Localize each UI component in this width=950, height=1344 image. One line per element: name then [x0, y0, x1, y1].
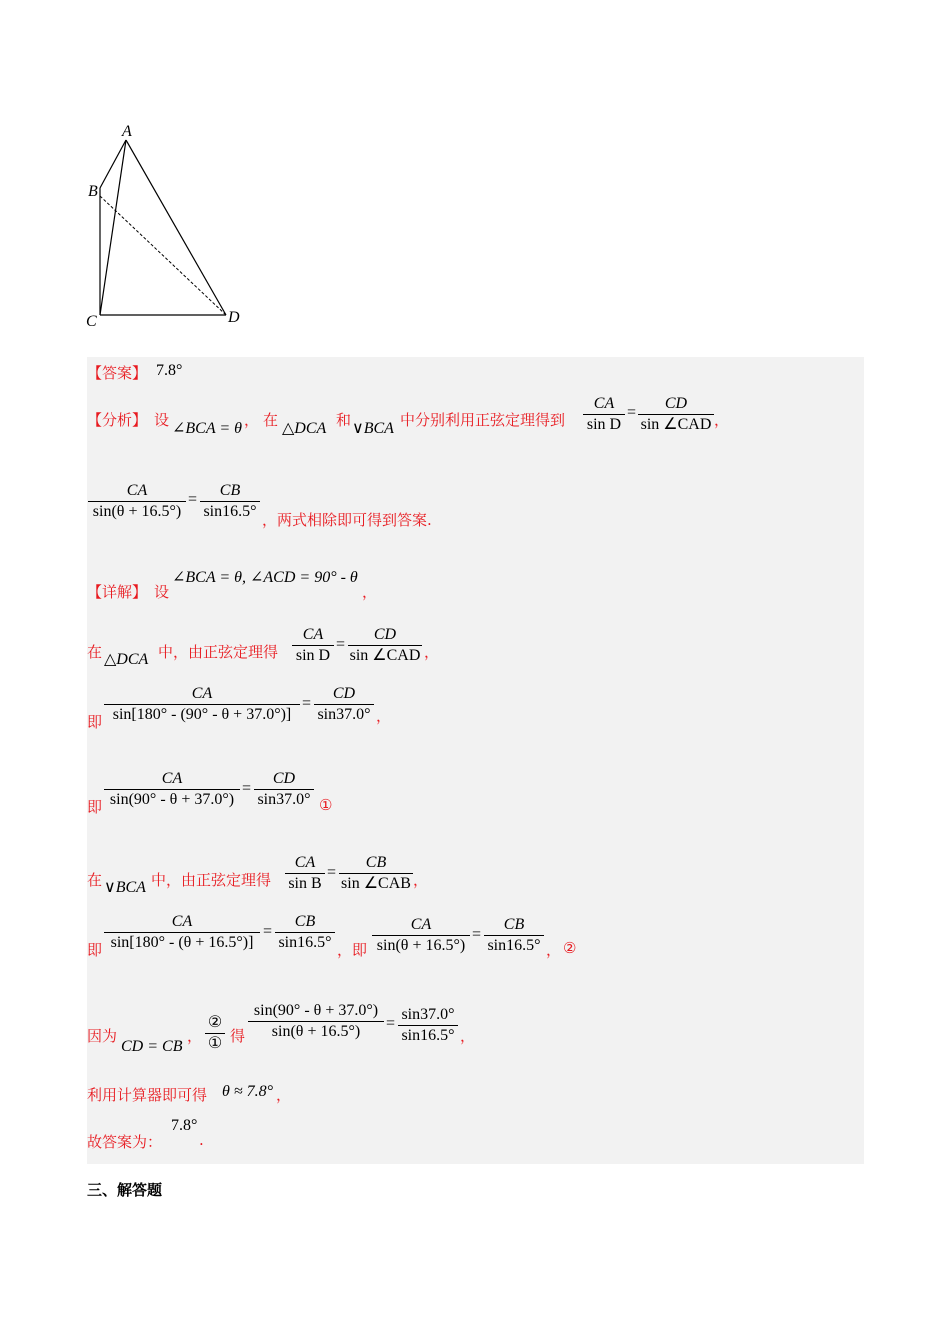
equals-sign: = [263, 923, 273, 940]
line5-suffix: ， [546, 941, 562, 959]
equals-sign: = [472, 926, 482, 943]
line1-text: 中，由正弦定理得 [158, 643, 279, 661]
label-D: D [228, 309, 240, 326]
line5-mid: ，即 [337, 941, 368, 959]
line5-frac-ca-sintheta: CA sin(θ + 16.5°) [372, 915, 470, 956]
line2-frac-ca-sin180: CA sin[180° - (90° - θ + 37.0°)] [104, 684, 300, 725]
line4-frac-ca-sinb: CA sin B [285, 853, 325, 894]
line6-frac-sin37-sin165: sin37.0° sin16.5° [398, 1005, 458, 1046]
answer-box [87, 357, 864, 1164]
line4-triangle: ∨BCA [104, 879, 146, 896]
answer-tag: 【答案】 [87, 364, 148, 382]
line1-suffix: ， [424, 643, 440, 661]
line7-suffix: ， [276, 1086, 292, 1104]
line5-prefix: 即 [87, 941, 103, 959]
label-C: C [86, 313, 97, 330]
line8-value: 7.8° [171, 1117, 198, 1134]
line5-frac-ca-sin180: CA sin[180° - (θ + 16.5°)] [104, 912, 260, 953]
line3-frac-ca-sin90: CA sin(90° - θ + 37.0°) [104, 769, 240, 810]
line4-suffix: ， [413, 871, 429, 889]
equals-sign: = [242, 780, 252, 797]
equals-sign: = [336, 636, 346, 653]
line6-suffix: ， [460, 1027, 476, 1045]
line3-prefix: 即 [87, 798, 103, 816]
analysis-comma1: ， [244, 411, 260, 429]
line3-mark: ① [319, 796, 333, 814]
line5-mark: ② [563, 939, 577, 957]
line7-text: 利用计算器即可得 [87, 1086, 208, 1104]
equals-sign: = [302, 695, 312, 712]
analysis-triangle-2: ∨BCA [352, 420, 394, 437]
analysis-frac-cb-sin165: CB sin16.5° [200, 481, 260, 522]
analysis-frac-ca-sintheta: CA sin(θ + 16.5°) [88, 481, 186, 522]
line1-triangle: △DCA [104, 651, 149, 668]
line6-ratio: ② ① [205, 1013, 225, 1054]
line5-frac-cb-sin165-b: CB sin16.5° [484, 915, 544, 956]
line4-frac-cb-sincab: CB sin ∠CAB [339, 853, 413, 894]
line5-frac-cb-sin165: CB sin16.5° [275, 912, 335, 953]
label-A: A [122, 123, 132, 140]
analysis-set-word: 设 [154, 411, 170, 429]
analysis-comma2: ， [714, 411, 730, 429]
line6-de: 得 [230, 1027, 246, 1045]
equals-sign: = [188, 491, 198, 508]
answer-value: 7.8° [156, 362, 183, 379]
line2-frac-cd-sin37: CD sin37.0° [314, 684, 374, 725]
edge-BD-dashed [100, 196, 226, 315]
analysis-text-2: ，两式相除即可得到答案. [262, 511, 432, 529]
line6-condition: CD = CB [121, 1038, 183, 1055]
detail-comma: ， [362, 583, 378, 601]
line8-suffix: . [199, 1131, 204, 1149]
analysis-frac-ca-sind: CA sin D [583, 394, 625, 435]
analysis-theta-def: ∠BCA = θ [172, 420, 242, 437]
line3-frac-cd-sin37: CD sin37.0° [254, 769, 314, 810]
label-B: B [88, 183, 98, 200]
line8-text: 故答案为： [87, 1133, 163, 1151]
analysis-frac-cd-sincad: CD sin ∠CAD [638, 394, 714, 435]
edge-AC [100, 140, 126, 315]
line7-result: θ ≈ 7.8° [222, 1083, 274, 1100]
line4-prefix: 在 [87, 871, 103, 889]
detail-set-word: 设 [154, 583, 170, 601]
equals-sign: = [327, 864, 337, 881]
analysis-tag: 【分析】 [87, 411, 148, 429]
line4-text: 中，由正弦定理得 [151, 871, 272, 889]
detail-angle-defs: ∠BCA = θ, ∠ACD = 90° - θ [172, 569, 358, 586]
line2-prefix: 即 [87, 713, 103, 731]
analysis-triangle-1: △DCA [282, 420, 327, 437]
section-title: 三、解答题 [87, 1181, 163, 1199]
analysis-in-word: 在 [263, 411, 279, 429]
line6-comma: ， [187, 1027, 203, 1045]
line6-frac-sin-ratio: sin(90° - θ + 37.0°) sin(θ + 16.5°) [248, 1001, 384, 1042]
analysis-text-1: 中分别利用正弦定理得到 [400, 411, 566, 429]
equals-sign: = [627, 404, 637, 421]
line1-frac-ca-sind: CA sin D [292, 625, 334, 666]
line2-suffix: ， [376, 707, 392, 725]
equals-sign: = [386, 1015, 396, 1032]
triangle-figure [80, 118, 260, 333]
line1-prefix: 在 [87, 643, 103, 661]
edge-AD [126, 140, 226, 315]
line1-frac-cd-sincad: CD sin ∠CAD [349, 626, 421, 664]
detail-tag: 【详解】 [87, 583, 148, 601]
analysis-and-word: 和 [336, 411, 352, 429]
line6-prefix: 因为 [87, 1027, 118, 1045]
